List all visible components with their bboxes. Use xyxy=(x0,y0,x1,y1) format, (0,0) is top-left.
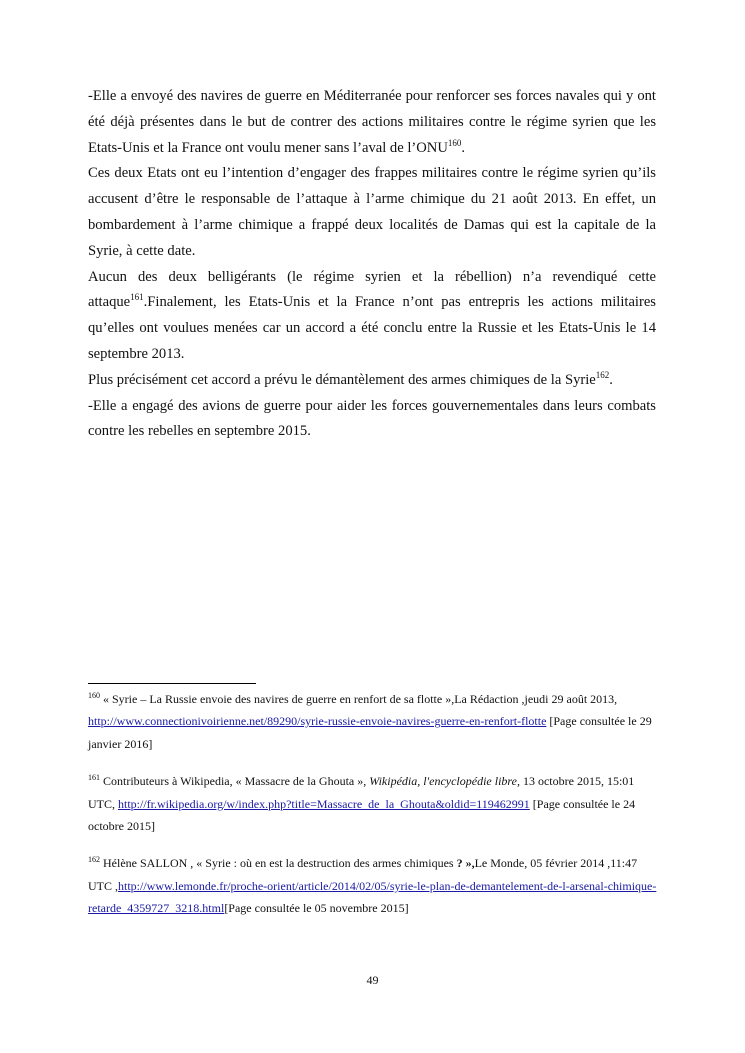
paragraph-1: -Elle a envoyé des navires de guerre en Méditerranée pour renforcer ses forces navales qui y ont été déjà présentes dans le but de contrer des actions militaires contre le régime syrien que les Etats-Unis et la France ont voulu mener sans l’aval de l’ONU$^{160}$. xyxy=(88,88,656,156)
footnote-162: $^{162}$ Hélène SALLON , « Syrie : où en est la destruction des armes chimiques ? »,Le Monde, 05 février 2014 ,11:47 UTC ,http://www.lemonde.fr/proche-orient/article/2014/02/05/syrie-le-plan-de-demantelement-de-l-arsenal-chimique-retarde_4359727_3218.html[Page consultée le 05 novembre 2015] xyxy=(88,855,657,916)
footnote-162-link[interactable]: http://www.lemonde.fr/proche-orient/article/2014/02/05/syrie-le-plan-de-demantelement-de-l-arsenal-chimique-retarde_4359727_3218.html xyxy=(88,878,657,916)
footnote-ref-160[interactable]: 160 xyxy=(447,137,462,148)
footnote-160: $^{160}$ « Syrie – La Russie envoie des navires de guerre en renfort de sa flotte »,La Rédaction ,jeudi 29 août 2013, http://www.connectionivoirienne.net/89290/syrie-russie-envoie-navires-guerre-en-renfort-flotte [Page consultée le 29 janvier 2016] xyxy=(88,691,652,751)
page-number: 49 xyxy=(366,973,379,987)
footnote-161: $^{161}$ Contributeurs à Wikipedia, « Massacre de la Ghouta », Wikipédia, l'encyclopédie libre, 13 octobre 2015, 15:01 UTC, http://fr.wikipedia.org/w/index.php?title=Massacre_de_la_Ghouta&oldid=119462991 [Page consultée le 24 octobre 2015] xyxy=(88,773,636,834)
paragraph-5: -Elle a engagé des avions de guerre pour aider les forces gouvernementales dans leurs combats contre les rebelles en septembre 2015. xyxy=(88,397,656,440)
footnote-160-link[interactable]: http://www.connectionivoirienne.net/89290/syrie-russie-envoie-navires-guerre-en-renfort-flotte xyxy=(88,714,547,729)
footnote-ref-162[interactable]: 162 xyxy=(595,369,610,380)
footnote-separator xyxy=(88,683,256,684)
paragraph-4: Plus précisément cet accord a prévu le démantèlement des armes chimiques de la Syrie$^{162}$. xyxy=(88,369,613,388)
footnote-ref-161[interactable]: 161 xyxy=(130,292,144,303)
footnote-161-link[interactable]: http://fr.wikipedia.org/w/index.php?title=Massacre_de_la_Ghouta&oldid=119462991 xyxy=(118,796,530,811)
main-text xyxy=(88,84,656,445)
paragraph-2: Ces deux Etats ont eu l’intention d’engager des frappes militaires contre le régime syrien qu’ils accusent d’être le responsable de l’attaque à l’arme chimique du 21 août 2013. En effet, un bombardement à l’arme chimique a frappé deux localités de Damas qui est la capitale de la Syrie, à cette date. xyxy=(88,165,656,259)
footnotes xyxy=(88,688,658,935)
paragraph-3: Aucun des deux belligérants (le régime syrien et la rébellion) n’a revendiqué cette attaque$^{161}$.Finalement, les Etats-Unis et la France n’ont pas entrepris les actions militaires qu’elles ont voulues menées car un accord a été conclu entre la Russie et les Etats-Unis le 14 septembre 2013. xyxy=(88,268,656,362)
